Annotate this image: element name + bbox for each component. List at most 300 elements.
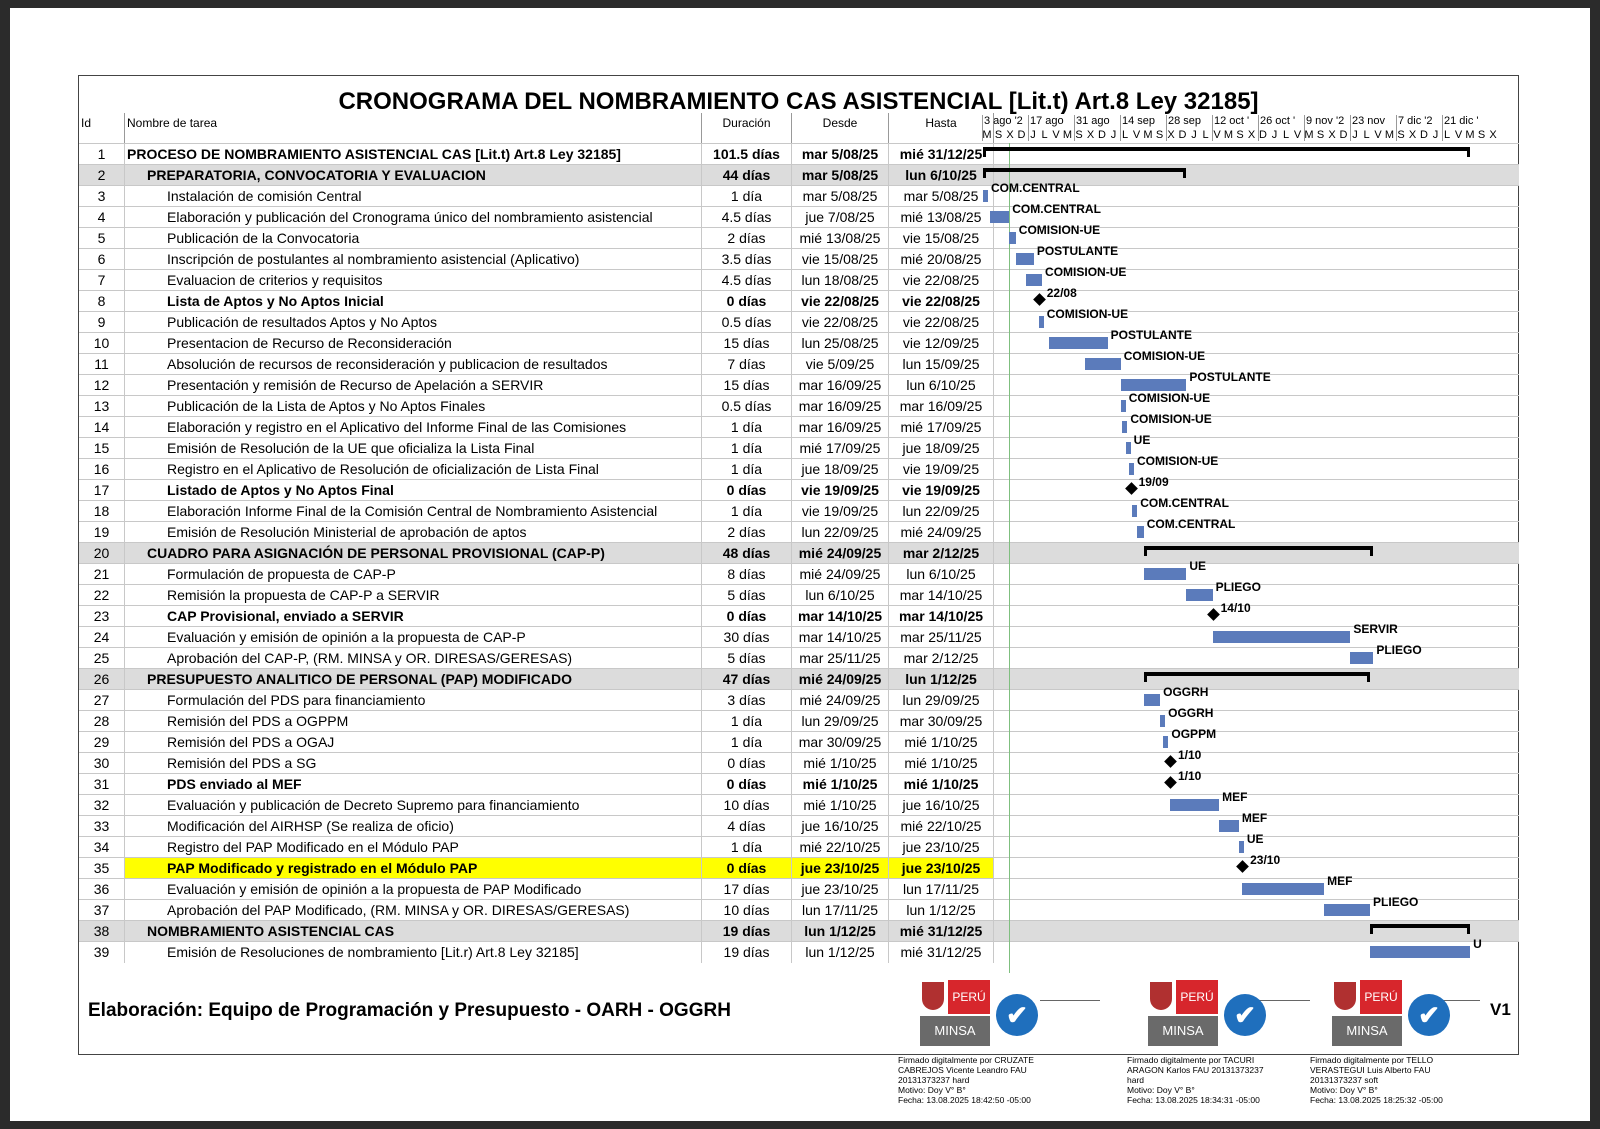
task-id: 32 <box>79 795 125 816</box>
task-name: Absolución de recursos de reconsideración y publicacion de resultados <box>125 354 702 375</box>
task-duration: 0.5 días <box>702 396 792 417</box>
task-end: mié 24/09/25 <box>889 522 994 543</box>
task-name: Presentación y remisión de Recurso de Apelación a SERVIR <box>125 375 702 396</box>
task-id: 23 <box>79 606 125 627</box>
task-bar[interactable] <box>1121 379 1187 391</box>
bar-label: MEF <box>1222 790 1248 804</box>
task-start: mar 16/09/25 <box>792 396 889 417</box>
timescale-day: M <box>1062 129 1073 141</box>
task-end: lun 22/09/25 <box>889 501 994 522</box>
timescale-day: V <box>1454 129 1463 141</box>
task-id: 22 <box>79 585 125 606</box>
task-bar[interactable] <box>1144 694 1160 706</box>
task-end: jue 23/10/25 <box>889 837 994 858</box>
bar-label: 23/10 <box>1250 853 1281 867</box>
task-duration: 0 días <box>702 606 792 627</box>
milestone-marker[interactable] <box>1236 860 1249 873</box>
task-id: 3 <box>79 186 125 207</box>
task-end: mar 14/10/25 <box>889 606 994 627</box>
task-id: 2 <box>79 165 125 186</box>
task-end: mar 16/09/25 <box>889 396 994 417</box>
timescale-day: D <box>1339 129 1348 141</box>
timescale-day: S <box>1477 129 1486 141</box>
bar-label: POSTULANTE <box>1189 370 1271 384</box>
task-name: Elaboración y publicación del Cronograma único del nombramiento asistencial <box>125 207 702 228</box>
task-id: 37 <box>79 900 125 921</box>
task-start: mar 16/09/25 <box>792 375 889 396</box>
task-end: lun 17/11/25 <box>889 879 994 900</box>
task-bar[interactable] <box>1239 841 1244 853</box>
task-name: PRESUPUESTO ANALITICO DE PERSONAL (PAP) MODIFICADO <box>125 669 702 690</box>
task-id: 14 <box>79 417 125 438</box>
task-id: 19 <box>79 522 125 543</box>
timescale-day: M <box>1304 129 1314 141</box>
task-end: mié 31/12/25 <box>889 921 994 942</box>
task-id: 18 <box>79 501 125 522</box>
bar-label: PLIEGO <box>1376 643 1422 657</box>
bar-label: MEF <box>1241 811 1268 825</box>
task-name: Aprobación del PAP Modificado, (RM. MINSA y OR. DIRESAS/GERESAS) <box>125 900 702 921</box>
task-duration: 19 días <box>702 942 792 963</box>
task-duration: 0 días <box>702 291 792 312</box>
task-start: mar 5/08/25 <box>792 165 889 186</box>
task-end: lun 6/10/25 <box>889 564 994 585</box>
task-name: Evaluacion de criterios y requisitos <box>125 270 702 291</box>
task-duration: 15 días <box>702 375 792 396</box>
timescale-day: M <box>1384 129 1395 141</box>
task-end: mié 31/12/25 <box>889 942 994 963</box>
task-id: 16 <box>79 459 125 480</box>
timescale-week: 28 sep <box>1168 115 1202 127</box>
task-duration: 4.5 días <box>702 207 792 228</box>
task-start: vie 19/09/25 <box>792 501 889 522</box>
timescale-day: L <box>1443 129 1451 141</box>
task-bar[interactable] <box>1242 883 1324 895</box>
timescale-day: D <box>1420 129 1428 141</box>
task-start: lun 25/08/25 <box>792 333 889 354</box>
timescale-day: L <box>1041 129 1048 141</box>
task-bar[interactable] <box>1370 946 1470 958</box>
milestone-marker[interactable] <box>1207 608 1220 621</box>
task-bar[interactable] <box>990 211 1010 223</box>
task-bar[interactable] <box>1122 421 1127 433</box>
bar-label: OGGRH <box>1168 706 1214 720</box>
bar-label: 19/09 <box>1138 475 1169 489</box>
timescale-day: D <box>1178 129 1187 141</box>
signature-text: Firmado digitalmente por TACURI ARAGON Karlos FAU 20131373237 hard Motivo: Doy V° B° Fecha: 13.08.2025 18:34:31 -05:00 <box>1127 1055 1264 1105</box>
task-end: lun 15/09/25 <box>889 354 994 375</box>
timescale-week: 7 dic '2 <box>1398 115 1433 127</box>
task-start: lun 6/10/25 <box>792 585 889 606</box>
task-end: mié 1/10/25 <box>889 774 994 795</box>
bar-label: 1/10 <box>1177 748 1202 762</box>
timescale-day: D <box>1017 129 1026 141</box>
bar-label: 14/10 <box>1220 601 1251 615</box>
task-end: mié 31/12/25 <box>889 144 994 165</box>
timescale-day: D <box>1259 129 1267 141</box>
task-end: mié 1/10/25 <box>889 753 994 774</box>
task-name: PDS enviado al MEF <box>125 774 702 795</box>
timescale-day: J <box>1110 129 1117 141</box>
timescale-day: M <box>1143 129 1153 141</box>
task-end: mar 2/12/25 <box>889 648 994 669</box>
task-duration: 19 días <box>702 921 792 942</box>
task-bar[interactable] <box>1085 358 1121 370</box>
task-bar[interactable] <box>1213 631 1351 643</box>
timescale-day: S <box>1075 129 1083 141</box>
task-id: 20 <box>79 543 125 564</box>
milestone-marker[interactable] <box>1164 776 1177 789</box>
task-bar[interactable] <box>983 190 988 202</box>
task-end: lun 29/09/25 <box>889 690 994 711</box>
timescale-day: J <box>1271 129 1278 141</box>
milestone-marker[interactable] <box>1125 482 1138 495</box>
task-id: 1 <box>79 144 125 165</box>
task-duration: 17 días <box>702 879 792 900</box>
task-name: CAP Provisional, enviado a SERVIR <box>125 606 702 627</box>
signature-seal <box>920 980 1028 1050</box>
header-end: Hasta <box>889 113 994 143</box>
task-id: 26 <box>79 669 125 690</box>
task-start: jue 23/10/25 <box>792 879 889 900</box>
task-id: 15 <box>79 438 125 459</box>
task-bar[interactable] <box>1170 799 1219 811</box>
task-id: 9 <box>79 312 125 333</box>
status-date-line <box>1009 143 1010 973</box>
schedule-title: CRONOGRAMA DEL NOMBRAMIENTO CAS ASISTENCIAL [Lit.t) Art.8 Ley 32185] <box>338 88 1259 115</box>
task-name: Remisión del PDS a OGPPM <box>125 711 702 732</box>
task-id: 5 <box>79 228 125 249</box>
task-start: jue 16/10/25 <box>792 816 889 837</box>
task-duration: 30 días <box>702 627 792 648</box>
task-end: vie 22/08/25 <box>889 270 994 291</box>
check-icon: ✔ <box>1224 994 1266 1036</box>
bar-label: UE <box>1246 832 1264 846</box>
task-name: Registro del PAP Modificado en el Módulo PAP <box>125 837 702 858</box>
task-end: mié 1/10/25 <box>889 732 994 753</box>
task-end: mar 5/08/25 <box>889 186 994 207</box>
task-id: 8 <box>79 291 125 312</box>
task-bar[interactable] <box>1132 505 1137 517</box>
task-name: Modificación del AIRHSP (Se realiza de oficio) <box>125 816 702 837</box>
seal-minsa: MINSA <box>1148 1016 1218 1046</box>
task-start: lun 29/09/25 <box>792 711 889 732</box>
bar-label: OGGRH <box>1163 685 1209 699</box>
task-name: Registro en el Aplicativo de Resolución de oficialización de Lista Final <box>125 459 702 480</box>
task-id: 24 <box>79 627 125 648</box>
task-duration: 1 día <box>702 459 792 480</box>
task-id: 13 <box>79 396 125 417</box>
task-start: mar 5/08/25 <box>792 186 889 207</box>
timescale-day: V <box>1052 129 1060 141</box>
timescale-day: X <box>1006 129 1014 141</box>
task-bar[interactable] <box>1126 442 1131 454</box>
task-start: vie 5/09/25 <box>792 354 889 375</box>
task-duration: 0 días <box>702 753 792 774</box>
timescale-day: L <box>1282 129 1290 141</box>
task-start: lun 18/08/25 <box>792 270 889 291</box>
task-id: 38 <box>79 921 125 942</box>
task-start: vie 19/09/25 <box>792 480 889 501</box>
task-start: vie 22/08/25 <box>792 291 889 312</box>
task-duration: 10 días <box>702 900 792 921</box>
coat-of-arms-icon <box>1334 982 1356 1010</box>
task-end: mié 17/09/25 <box>889 417 994 438</box>
task-bar[interactable] <box>1026 274 1042 286</box>
task-duration: 44 días <box>702 165 792 186</box>
timescale-day: S <box>1316 129 1325 141</box>
bar-label: U <box>1473 937 1482 951</box>
check-icon: ✔ <box>996 994 1038 1036</box>
task-bar[interactable] <box>1324 904 1370 916</box>
task-start: mié 1/10/25 <box>792 753 889 774</box>
timescale-week: 26 oct ' <box>1260 115 1296 127</box>
bar-label: COMISION-UE <box>1045 265 1127 279</box>
timescale-day: X <box>1408 129 1417 141</box>
table-header <box>79 113 994 143</box>
task-duration: 101.5 días <box>702 144 792 165</box>
task-end: jue 18/09/25 <box>889 438 994 459</box>
task-end: vie 19/09/25 <box>889 459 994 480</box>
task-name: Elaboración y registro en el Aplicativo del Informe Final de las Comisiones <box>125 417 702 438</box>
signature-text: Firmado digitalmente por TELLO VERASTEGUI Luis Alberto FAU 20131373237 soft Motivo: Doy V° B° Fecha: 13.08.2025 18:25:32 -05:00 <box>1310 1055 1443 1105</box>
task-id: 17 <box>79 480 125 501</box>
task-end: lun 1/12/25 <box>889 669 994 690</box>
task-bar[interactable] <box>1186 589 1212 601</box>
task-bar[interactable] <box>1049 337 1108 349</box>
task-start: mié 24/09/25 <box>792 543 889 564</box>
timescale-day: J <box>1191 129 1197 141</box>
summary-bar[interactable] <box>983 168 1186 172</box>
task-bar[interactable] <box>1163 736 1168 748</box>
task-start: mar 30/09/25 <box>792 732 889 753</box>
summary-bar[interactable] <box>983 147 1470 151</box>
task-id: 27 <box>79 690 125 711</box>
timescale-week: 3 ago '2 <box>984 115 1023 127</box>
task-start: mié 17/09/25 <box>792 438 889 459</box>
task-duration: 48 días <box>702 543 792 564</box>
task-name: Emisión de Resolución de la UE que oficializa la Lista Final <box>125 438 702 459</box>
task-name: Listado de Aptos y No Aptos Final <box>125 480 702 501</box>
task-bar[interactable] <box>1009 232 1016 244</box>
task-name: Emisión de Resolución Ministerial de aprobación de aptos <box>125 522 702 543</box>
task-name: Publicación de la Lista de Aptos y No Aptos Finales <box>125 396 702 417</box>
bar-label: POSTULANTE <box>1036 244 1119 258</box>
coat-of-arms-icon <box>922 982 944 1010</box>
task-end: mié 13/08/25 <box>889 207 994 228</box>
seal-minsa: MINSA <box>1332 1016 1402 1046</box>
timescale-day: X <box>1489 129 1497 141</box>
task-start: jue 18/09/25 <box>792 459 889 480</box>
task-name: Evaluación y publicación de Decreto Supremo para financiamiento <box>125 795 702 816</box>
task-name: Evaluación y emisión de opinión a la propuesta de PAP Modificado <box>125 879 702 900</box>
task-name: Emisión de Resoluciones de nombramiento [Lit.r) Art.8 Ley 32185] <box>125 942 702 963</box>
task-duration: 3.5 días <box>702 249 792 270</box>
task-end: vie 22/08/25 <box>889 291 994 312</box>
timescale-day: J <box>1030 129 1036 141</box>
task-bar[interactable] <box>1144 568 1187 580</box>
task-duration: 15 días <box>702 333 792 354</box>
header-start: Desde <box>792 113 889 143</box>
bar-label: SERVIR <box>1353 622 1398 636</box>
bar-label: COMISION-UE <box>1018 223 1101 237</box>
task-bar[interactable] <box>1350 652 1373 664</box>
task-duration: 1 día <box>702 837 792 858</box>
task-id: 33 <box>79 816 125 837</box>
task-bar[interactable] <box>1137 526 1144 538</box>
task-name: Evaluación y emisión de opinión a la propuesta de CAP-P <box>125 627 702 648</box>
task-duration: 1 día <box>702 501 792 522</box>
bar-label: UE <box>1133 433 1151 447</box>
task-bar[interactable] <box>1121 400 1126 412</box>
task-start: mar 16/09/25 <box>792 417 889 438</box>
task-duration: 3 días <box>702 690 792 711</box>
task-id: 21 <box>79 564 125 585</box>
task-duration: 0 días <box>702 774 792 795</box>
task-start: lun 22/09/25 <box>792 522 889 543</box>
task-end: lun 6/10/25 <box>889 165 994 186</box>
task-start: mié 24/09/25 <box>792 690 889 711</box>
task-id: 34 <box>79 837 125 858</box>
task-start: mar 25/11/25 <box>792 648 889 669</box>
timescale-day: V <box>1374 129 1382 141</box>
task-bar[interactable] <box>1039 316 1044 328</box>
task-name: Formulación del PDS para financiamiento <box>125 690 702 711</box>
timescale-day: S <box>994 129 1003 141</box>
task-id: 36 <box>79 879 125 900</box>
task-end: vie 22/08/25 <box>889 312 994 333</box>
timescale-week: 21 dic ' <box>1444 115 1479 127</box>
task-duration: 0 días <box>702 480 792 501</box>
task-name: Inscripción de postulantes al nombramiento asistencial (Aplicativo) <box>125 249 702 270</box>
divider <box>1440 1000 1480 1001</box>
seal-minsa: MINSA <box>920 1016 990 1046</box>
seal-peru: PERÚ <box>1176 980 1218 1014</box>
task-end: vie 12/09/25 <box>889 333 994 354</box>
timescale-day: X <box>1328 129 1336 141</box>
task-bar[interactable] <box>1129 463 1134 475</box>
summary-bar[interactable] <box>1144 546 1374 550</box>
task-end: lun 1/12/25 <box>889 900 994 921</box>
milestone-marker[interactable] <box>1164 755 1177 768</box>
task-duration: 4 días <box>702 816 792 837</box>
task-end: mar 14/10/25 <box>889 585 994 606</box>
milestone-marker[interactable] <box>1033 293 1046 306</box>
task-duration: 1 día <box>702 438 792 459</box>
timescale-day: M <box>1223 129 1234 141</box>
task-duration: 2 días <box>702 522 792 543</box>
signature-text: Firmado digitalmente por CRUZATE CABREJOS Vicente Leandro FAU 20131373237 hard Motivo: Doy V° B° Fecha: 13.08.2025 18:42:50 -05:00 <box>898 1055 1034 1105</box>
prepared-by: Elaboración: Equipo de Programación y Presupuesto - OARH - OGGRH <box>88 1000 731 1021</box>
task-start: mié 24/09/25 <box>792 669 889 690</box>
task-start: lun 17/11/25 <box>792 900 889 921</box>
timescale-day: J <box>1352 129 1358 141</box>
timescale-day: S <box>1236 129 1244 141</box>
timescale-day: L <box>1202 129 1209 141</box>
task-id: 35 <box>79 858 125 879</box>
task-end: vie 15/08/25 <box>889 228 994 249</box>
bar-label: COMISION-UE <box>1046 307 1129 321</box>
task-end: vie 19/09/25 <box>889 480 994 501</box>
task-duration: 5 días <box>702 648 792 669</box>
bar-label: COM.CENTRAL <box>991 181 1080 195</box>
bar-label: COMISION-UE <box>1136 454 1219 468</box>
timescale-day: X <box>1167 129 1175 141</box>
task-end: mié 22/10/25 <box>889 816 994 837</box>
task-end: mar 25/11/25 <box>889 627 994 648</box>
check-icon: ✔ <box>1408 994 1450 1036</box>
task-end: jue 23/10/25 <box>889 858 994 879</box>
bar-label: COMISION-UE <box>1130 412 1212 426</box>
task-name: Aprobación del CAP-P, (RM. MINSA y OR. DIRESAS/GERESAS) <box>125 648 702 669</box>
task-bar[interactable] <box>1016 253 1034 265</box>
task-bar[interactable] <box>1160 715 1165 727</box>
task-name: Presentacion de Recurso de Reconsideración <box>125 333 702 354</box>
summary-bar[interactable] <box>1144 672 1370 676</box>
bar-label: COMISION-UE <box>1128 391 1211 405</box>
timescale-week: 17 ago <box>1030 115 1064 127</box>
bar-label: 1/10 <box>1177 769 1202 783</box>
timescale-day: S <box>1397 129 1405 141</box>
bar-label: COM.CENTRAL <box>1140 496 1229 510</box>
task-name: Formulación de propuesta de CAP-P <box>125 564 702 585</box>
bar-label: OGPPM <box>1171 727 1217 741</box>
timescale-day: J <box>1432 129 1439 141</box>
task-start: lun 1/12/25 <box>792 921 889 942</box>
task-start: mar 5/08/25 <box>792 144 889 165</box>
task-id: 31 <box>79 774 125 795</box>
task-bar[interactable] <box>1219 820 1239 832</box>
timescale-day: L <box>1363 129 1370 141</box>
task-name: Remisión del PDS a SG <box>125 753 702 774</box>
timescale-week: 12 oct ' <box>1214 115 1250 127</box>
timescale-day: V <box>1132 129 1141 141</box>
task-duration: 1 día <box>702 711 792 732</box>
task-name: Lista de Aptos y No Aptos Inicial <box>125 291 702 312</box>
timescale-day: L <box>1121 129 1129 141</box>
task-duration: 7 días <box>702 354 792 375</box>
coat-of-arms-icon <box>1150 982 1172 1010</box>
task-id: 4 <box>79 207 125 228</box>
task-name: Publicación de resultados Aptos y No Aptos <box>125 312 702 333</box>
task-duration: 8 días <box>702 564 792 585</box>
task-duration: 4.5 días <box>702 270 792 291</box>
task-duration: 1 día <box>702 732 792 753</box>
task-name: Remisión la propuesta de CAP-P a SERVIR <box>125 585 702 606</box>
bar-label: MEF <box>1327 874 1353 888</box>
header-duration: Duración <box>702 113 792 143</box>
task-name: Remisión del PDS a OGAJ <box>125 732 702 753</box>
version-label: V1 <box>1490 1000 1511 1019</box>
task-start: lun 1/12/25 <box>792 942 889 963</box>
task-id: 28 <box>79 711 125 732</box>
task-start: mié 13/08/25 <box>792 228 889 249</box>
task-id: 39 <box>79 942 125 963</box>
timescale-week: 9 nov '2 <box>1306 115 1345 127</box>
task-duration: 47 días <box>702 669 792 690</box>
task-duration: 0.5 días <box>702 312 792 333</box>
signature-seal <box>1332 980 1440 1050</box>
bar-label: COMISION-UE <box>1123 349 1206 363</box>
task-start: mié 1/10/25 <box>792 795 889 816</box>
task-name: PROCESO DE NOMBRAMIENTO ASISTENCIAL CAS [Lit.t) Art.8 Ley 32185] <box>125 144 702 165</box>
task-duration: 2 días <box>702 228 792 249</box>
summary-bar[interactable] <box>1370 924 1470 928</box>
bar-label: PLIEGO <box>1373 895 1419 909</box>
task-name: PREPARATORIA, CONVOCATORIA Y EVALUACION <box>125 165 702 186</box>
task-start: mié 1/10/25 <box>792 774 889 795</box>
task-start: vie 22/08/25 <box>792 312 889 333</box>
